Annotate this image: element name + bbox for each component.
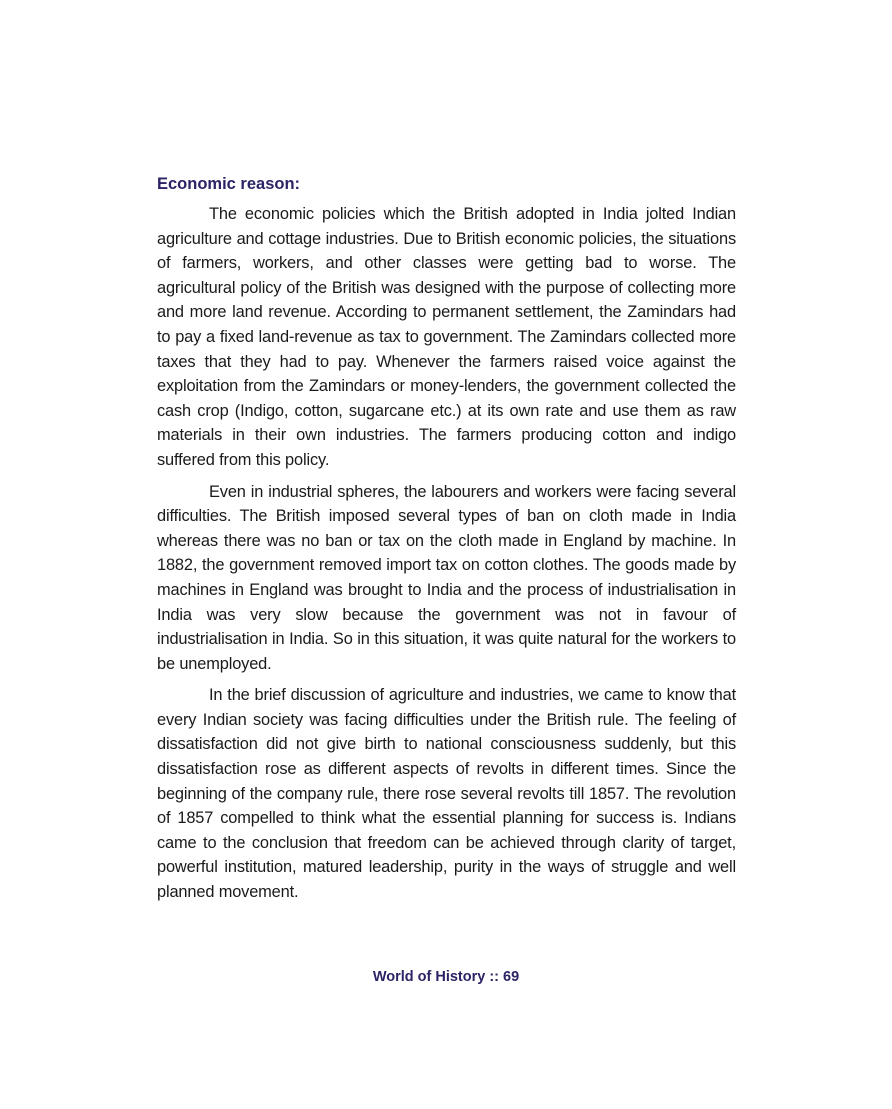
paragraph-conclusion: In the brief discussion of agriculture and industries, we came to know that every Indian society was facing difficulties under the British rule. The feeling of dissatisfaction did not give birth to national consciousness suddenly, but this dissatisfaction rose as different aspects of revolts in different times. Since the beginning of the company rule, there rose several revolts till 1857. The revolution of 1857 compelled to think what the essential planning for success is. Indians came to the conclusion that freedom can be achieved through clarity of target, powerful institution, matured leadership, purity in the ways of struggle and well planned movement. (157, 686, 736, 902)
section-heading: Economic reason: (157, 175, 301, 193)
page-content (157, 172, 736, 912)
paragraph-industry: Even in industrial spheres, the labourers and workers were facing several difficulties. The British imposed several types of ban on cloth made in India whereas there was no ban or tax on the cloth made in England by machine. In 1882, the government removed import tax on cotton clothes. The goods made by machines in England was brought to India and the process of industrialisation in India was very slow because the government was not in favour of industrialisation in India. So in this situation, it was quite natural for the workers to be unemployed. (157, 482, 736, 673)
page-footer: World of History :: 69 (372, 969, 520, 985)
paragraph-agriculture: The economic policies which the British adopted in India jolted Indian agriculture and cottage industries. Due to British economic policies, the situations of farmers, workers, and other classes were getting bad to worse. The agricultural policy of the British was designed with the purpose of collecting more and more land revenue. According to permanent settlement, the Zamindars had to pay a fixed land-revenue as tax to government. The Zamindars collected more taxes that they had to pay. Whenever the farmers raised voice against the exploitation from the Zamindars or money-lenders, the government collected the cash crop (Indigo, cotton, sugarcane etc.) at its own rate and use them as raw materials in their own industries. The farmers producing cotton and indigo suffered from this policy. (157, 205, 736, 469)
